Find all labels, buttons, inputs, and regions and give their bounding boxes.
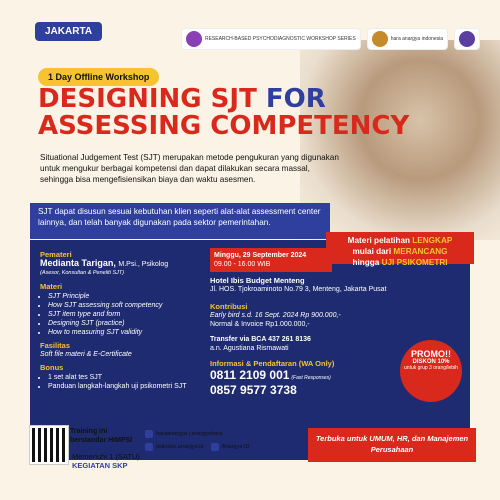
- youtube-icon: [211, 443, 219, 451]
- banner-highlight: UJI PSIKOMETRI: [381, 258, 448, 267]
- materi-item: • SJT Principle: [48, 292, 205, 301]
- promo-note: untuk grup 3 orang/lebih: [404, 365, 458, 371]
- info-label: Informasi & Pendaftaran (WA Only): [210, 359, 335, 368]
- promo-discount: DISKON 10%: [412, 359, 450, 365]
- kontribusi-label: Kontribusi: [210, 302, 248, 311]
- hara-logo-text: hara anargya indonesia: [390, 36, 443, 42]
- transfer-info: Transfer via BCA 437 261 8136: [210, 336, 311, 343]
- skp-line-2: KEGIATAN SKP: [72, 461, 128, 470]
- title-part-1: DESIGNING SJT: [38, 84, 257, 114]
- phone-1[interactable]: 0811 2109 001: [210, 368, 290, 382]
- event-date: Minggu, 29 September 2024: [214, 252, 307, 259]
- transfer-name: a.n. Agustiana Rismawati: [210, 345, 289, 352]
- web-icon: [145, 443, 153, 451]
- page-title: [38, 86, 409, 140]
- materi-item: • How to measuring SJT validity: [48, 328, 205, 337]
- venue-name: Hotel Ibis Budget Menteng: [210, 276, 305, 285]
- training-line-1: Training ini: [70, 428, 108, 435]
- early-bird-price: Early bird s.d. 16 Sept. 2024 Rp 900.000,-: [210, 312, 341, 319]
- qr-code[interactable]: [30, 426, 68, 464]
- normal-price: Normal & Invoice Rp1.000.000,-: [210, 321, 310, 328]
- speaker-role: (Asesor, Konsultan & Peneliti SJT): [40, 270, 125, 276]
- phone-1-note: (Fast Responses): [291, 375, 331, 381]
- materi-item: • Designing SJT (practice): [48, 319, 205, 328]
- banner-text: hingga: [352, 258, 382, 267]
- left-column: [40, 246, 205, 391]
- training-line-2: berstandar HIMPSI: [70, 436, 133, 444]
- audience-banner: Terbuka untuk UMUM, HR, dan Manajemen Perusahaan: [308, 428, 476, 462]
- social-youtube[interactable]: Anargya ID: [221, 444, 250, 450]
- rbpd-logo: [181, 28, 361, 50]
- title-line-2: ASSESSING COMPETENCY: [38, 111, 410, 141]
- promo-title: PROMO!!: [411, 349, 451, 359]
- materi-label: Materi: [40, 282, 63, 291]
- banner-highlight: LENGKAP: [412, 236, 453, 245]
- venue-address: Jl. HOS. Tjokroaminoto No.79 3, Menteng, Jakarta Pusat: [210, 286, 387, 293]
- workshop-type-pill: 1 Day Offline Workshop: [38, 68, 159, 86]
- social-links: [145, 428, 249, 454]
- highlight-banner: [326, 232, 474, 267]
- bonus-list: [40, 373, 205, 391]
- speaker-name-text: Medianta Tarigan,: [40, 258, 116, 268]
- intro-paragraph: Situational Judgement Test (SJT) merupakan metode pengukuran yang digunakan untuk mengukur berbagai kompetensi dan dapat dilakukan secara massal, sehingga bisa mengefisiensikan biaya dan waktu asesmen.: [40, 153, 339, 184]
- himpsi-logo: [454, 28, 480, 50]
- materi-item: • SJT item type and form: [48, 310, 205, 319]
- partner-logos: [181, 28, 480, 50]
- fasilitas-label: Fasilitas: [40, 341, 71, 350]
- banner-highlight: MERANCANG: [393, 247, 448, 256]
- banner-text: mulai dari: [352, 247, 394, 256]
- materi-list: [40, 292, 205, 337]
- speaker-name: [40, 259, 205, 269]
- rbpd-logo-text: RESEARCH-BASED PSYCHODIAGNOSTIC WORKSHOP SERIES: [204, 36, 356, 42]
- social-instagram[interactable]: haraanargya | anargyahara: [156, 431, 223, 437]
- blue-info-box: SJT dapat disusun sesuai kebutuhan klien seperti alat-alat assessment center lainnya, dan telah banyak digunakan pada sektor pemerintahan.: [30, 203, 330, 239]
- date-box: [210, 248, 332, 272]
- fasilitas-text: Soft file materi & E-Certificate: [40, 351, 132, 358]
- bonus-item: • 1 set alat tes SJT: [48, 373, 205, 382]
- speaker-title: M.Psi., Psikolog: [118, 261, 169, 268]
- city-badge: JAKARTA: [35, 22, 102, 41]
- hara-logo: [367, 28, 448, 50]
- hara-logo-icon: [372, 31, 388, 47]
- materi-item: • How SJT assessing soft competency: [48, 301, 205, 310]
- title-part-2: FOR: [265, 84, 326, 114]
- rbpd-logo-icon: [186, 31, 202, 47]
- himpsi-logo-icon: [459, 31, 475, 47]
- instagram-icon: [145, 430, 153, 438]
- bonus-item: • Panduan langkah-langkah uji psikometri SJT: [48, 382, 205, 391]
- banner-text: Materi pelatihan: [347, 236, 413, 245]
- pemateri-label: Pemateri: [40, 250, 72, 259]
- skp-line-1: Memenuhi 1 (SATU): [72, 452, 140, 461]
- social-website[interactable]: psikotes.anargya.id: [156, 444, 204, 450]
- training-note: [70, 428, 132, 445]
- promo-badge: [400, 340, 462, 402]
- event-time: 09.00 - 16.00 WIB: [214, 261, 271, 268]
- phone-2[interactable]: 0857 9577 3738: [210, 383, 297, 397]
- skp-badge: [72, 452, 140, 470]
- bonus-label: Bonus: [40, 363, 64, 372]
